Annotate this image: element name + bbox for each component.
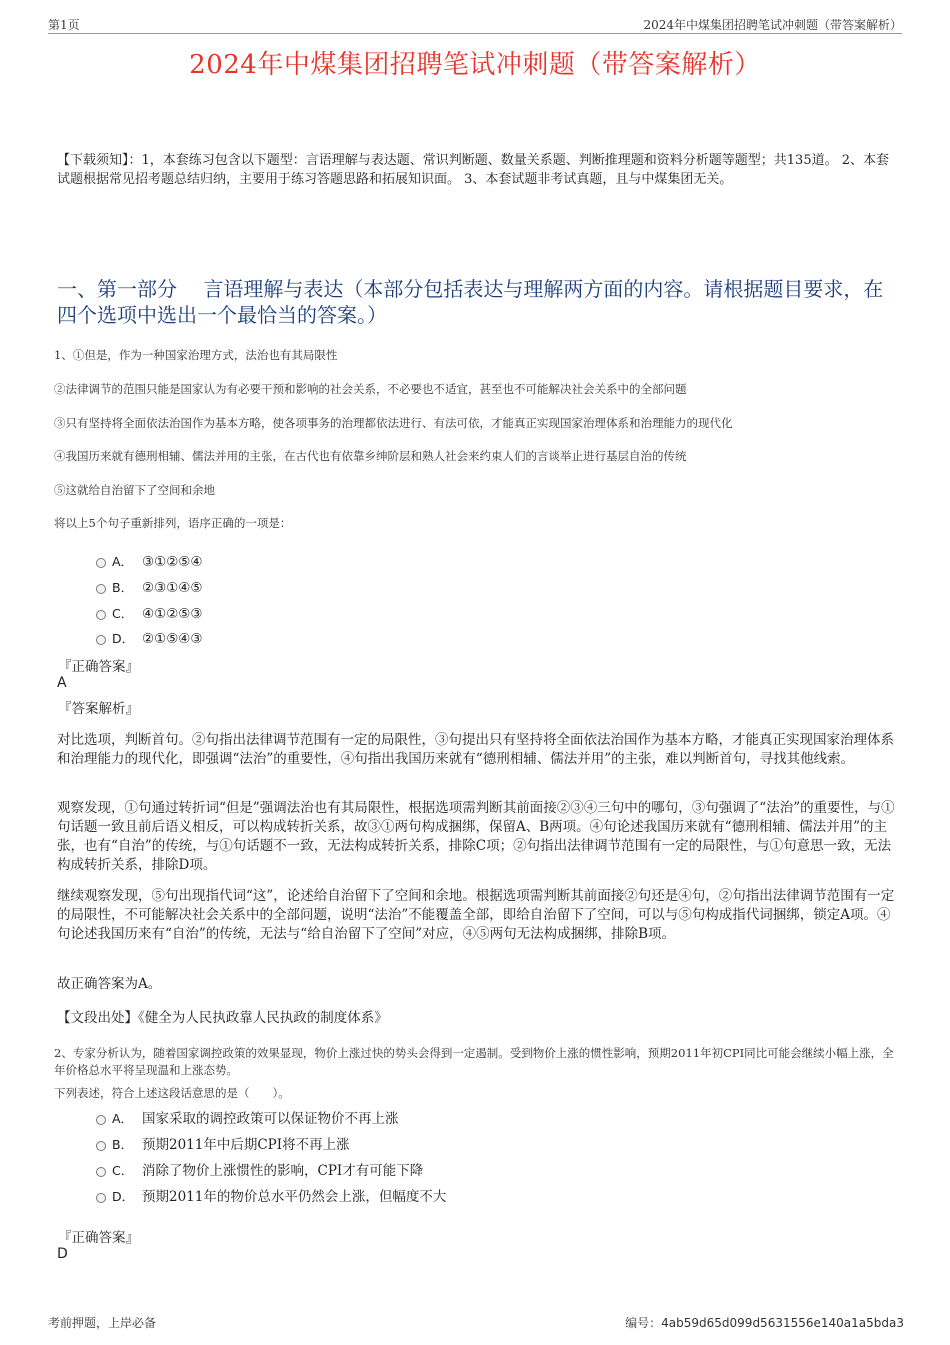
q1-option-b[interactable]: B． ②③①④⑤ <box>96 578 203 598</box>
q1-sentence-4: ④我国历来就有德刑相辅、儒法并用的主张，在古代也有依靠乡绅阶层和熟人社会来约束人们的言谈举止进行基层自治的传统 <box>54 449 687 463</box>
q1-prompt: 将以上5个句子重新排列，语序正确的一项是： <box>54 516 292 530</box>
radio-icon[interactable] <box>96 1167 106 1177</box>
radio-icon[interactable] <box>96 1193 106 1203</box>
q2-answer-label: 『正确答案』 <box>58 1230 139 1246</box>
q1-sentence-5: ⑤这就给自治留下了空间和余地 <box>54 483 215 497</box>
page-number: 第1页 <box>48 18 80 32</box>
download-notice: 【下载须知】：1，本套练习包含以下题型：言语理解与表达题、常识判断题、数量关系题、判断推理题和资料分析题等题型；共135道。 2、本套试题根据常见招考题总结归纳，主要用于练习答题思路和拓展知识面。 3、本套试题非考试真题，且与中煤集团无关。 <box>57 153 889 187</box>
q1-option-a[interactable]: A． ③①②⑤④ <box>96 552 203 572</box>
q2-stem: 2、专家分析认为，随着国家调控政策的效果显现，物价上涨过快的势头会得到一定遏制。受到物价上涨的惯性影响，预期2011年初CPI同比可能会继续小幅上涨，全年价格总水平将呈现温和上涨态势。 <box>54 1046 894 1077</box>
q2-option-c[interactable]: C． 消除了物价上涨惯性的影响，CPI才有可能下降 <box>96 1159 423 1179</box>
q1-analysis-paragraph: 对比选项，判断首句。②句指出法律调节范围有一定的局限性，③句提出只有坚持将全面依法治国作为基本方略，才能真正实现国家治理体系和治理能力的现代化，即强调“法治”的重要性，④句指出我国历来就有“德刑相辅、儒法并用”的主张，难以判断首句，寻找其他线索。 <box>57 732 894 767</box>
footer-code-label: 编号： <box>625 1316 662 1330</box>
q1-answer-label: 『正确答案』 <box>58 659 139 675</box>
q2-answer: D <box>57 1246 68 1262</box>
q1-answer: A <box>57 675 67 691</box>
radio-icon[interactable] <box>96 1115 106 1125</box>
footer-slogan: 考前押题，上岸必备 <box>48 1316 157 1330</box>
q2-option-d[interactable]: D． 预期2011年的物价总水平仍然会上涨，但幅度不大 <box>96 1185 446 1205</box>
radio-icon[interactable] <box>96 635 106 645</box>
q1-option-c[interactable]: C． ④①②⑤③ <box>96 604 203 624</box>
radio-icon[interactable] <box>96 558 106 568</box>
q1-analysis-paragraph: 继续观察发现，⑤句出现指代词“这”，论述给自治留下了空间和余地。根据选项需判断其前面接②句还是④句，②句指出法律调节范围有一定的局限性，不可能解决社会关系中的全部问题，说明“法治”不能覆盖全部，即给自治留下了空间，可以与⑤句构成指代词捆绑，锁定A项。④句论述我国历来有“自治”的传统，无法与“给自治留下了空间”对应，④⑤两句无法构成捆绑，排除B项。 <box>57 888 895 942</box>
page-header <box>48 14 902 34</box>
q1-sentence-2: ②法律调节的范围只能是国家认为有必要干预和影响的社会关系，不必要也不适宜，甚至也不可能解决社会关系中的全部问题 <box>54 382 687 396</box>
radio-icon[interactable] <box>96 610 106 620</box>
q1-sentence-1: 1、①但是，作为一种国家治理方式，法治也有其局限性 <box>54 348 338 362</box>
q1-option-d[interactable]: D． ②①⑤④③ <box>96 629 203 649</box>
footer-code-value: 4ab59d65d099d5631556e140a1a5bda3 <box>661 1316 904 1330</box>
q2-option-a[interactable]: A． 国家采取的调控政策可以保证物价不再上涨 <box>96 1107 399 1127</box>
footer-code <box>625 1314 904 1331</box>
section-heading: 一、第一部分 言语理解与表达（本部分包括表达与理解两方面的内容。请根据题目要求，在四个选项中选出一个最恰当的答案。） <box>57 277 884 327</box>
document-title: 2024年中煤集团招聘笔试冲刺题（带答案解析） <box>189 50 761 80</box>
q2-prompt: 下列表述，符合上述这段话意思的是（ ）。 <box>54 1086 290 1100</box>
q1-analysis-paragraph: 观察发现，①句通过转折词“但是”强调法治也有其局限性，根据选项需判断其前面接②③④三句中的哪句，③句强调了“法治”的重要性，与①句话题一致且前后语义相反，可以构成转折关系，故③①两句构成捆绑，保留A、B两项。④句论述我国历来就有“德刑相辅、儒法并用”的主张，也有“自治”的传统，与①句话题不一致，无法构成转折关系，排除C项；②句指出法律调节范围有一定的局限性，与①句意思一致，无法构成转折关系，排除D项。 <box>57 800 895 873</box>
q1-analysis-conclusion: 故正确答案为A。 <box>57 976 162 992</box>
radio-icon[interactable] <box>96 1141 106 1151</box>
q1-source: 【文段出处】《健全为人民执政靠人民执政的制度体系》 <box>57 1010 388 1026</box>
q2-option-b[interactable]: B． 预期2011年中后期CPI将不再上涨 <box>96 1133 350 1153</box>
q1-sentence-3: ③只有坚持将全面依法治国作为基本方略，使各项事务的治理都依法进行、有法可依，才能真正实现国家治理体系和治理能力的现代化 <box>54 416 733 430</box>
radio-icon[interactable] <box>96 584 106 594</box>
header-doc-title: 2024年中煤集团招聘笔试冲刺题（带答案解析） <box>643 18 902 32</box>
q1-analysis-label: 『答案解析』 <box>58 701 139 717</box>
